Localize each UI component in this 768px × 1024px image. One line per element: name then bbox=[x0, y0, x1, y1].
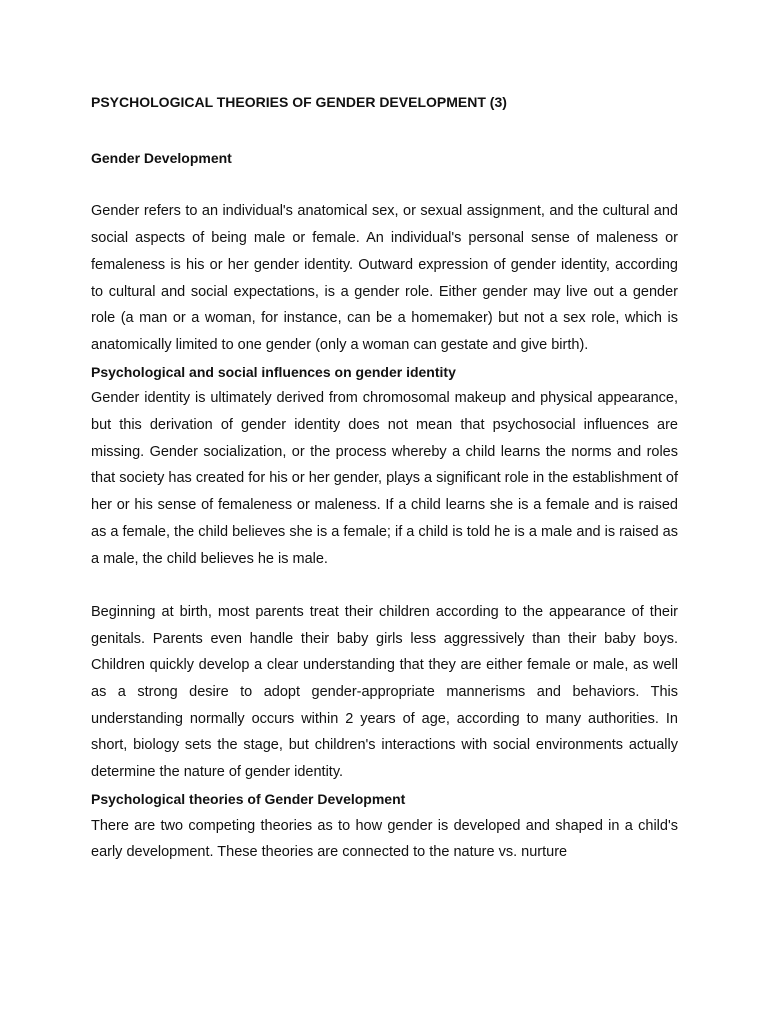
section-heading: Gender Development bbox=[91, 150, 232, 166]
paragraph-gender-identity: Gender identity is ultimately derived from chromosomal makeup and physical appearance, but this derivation of gender identity does not mean that psychosocial influences are missing. Gender socialization, or the process whereby a child learns the norms and roles that society has created for his or her gender, plays a significant role in the establishment of her or his sense of femaleness or maleness. If a child learns she is a female and is raised as a female, the child believes she is a female; if a child is told he is a male and is raised as a male, the child believes he is male. bbox=[91, 390, 678, 567]
subheading-theories: Psychological theories of Gender Development bbox=[91, 790, 406, 807]
paragraph-beginning-at-birth: Beginning at birth, most parents treat their children according to the appearance of their genitals. Parents even handle their baby girls less aggressively than their baby boys. Children quickly develop a clear understanding that they are either female or male, as well as a strong desire to adopt gender-appropriate mannerisms and behaviors. This understanding normally occurs within 2 years of age, according to many authorities. In short, biology sets the stage, but children's interactions with social environments actually determine the nature of gender identity. bbox=[91, 603, 678, 781]
document-title: PSYCHOLOGICAL THEORIES OF GENDER DEVELOPMENT (3) bbox=[91, 94, 507, 110]
document-page bbox=[91, 90, 678, 866]
subheading-influences: Psychological and social influences on gender identity bbox=[91, 363, 456, 380]
paragraph-competing-theories: There are two competing theories as to how gender is developed and shaped in a child's early development. These theories are connected to the nature vs. nurture bbox=[91, 817, 678, 861]
paragraph-gender-definition: Gender refers to an individual's anatomical sex, or sexual assignment, and the cultural and social aspects of being male or female. An individual's personal sense of maleness or femaleness is his or her gender identity. Outward expression of gender identity, according to cultural and social expectations, is a gender role. Either gender may live out a gender role (a man or a woman, for instance, can be a homemaker) but not a sex role, which is anatomically limited to one gender (only a woman can gestate and give birth). bbox=[91, 203, 678, 353]
